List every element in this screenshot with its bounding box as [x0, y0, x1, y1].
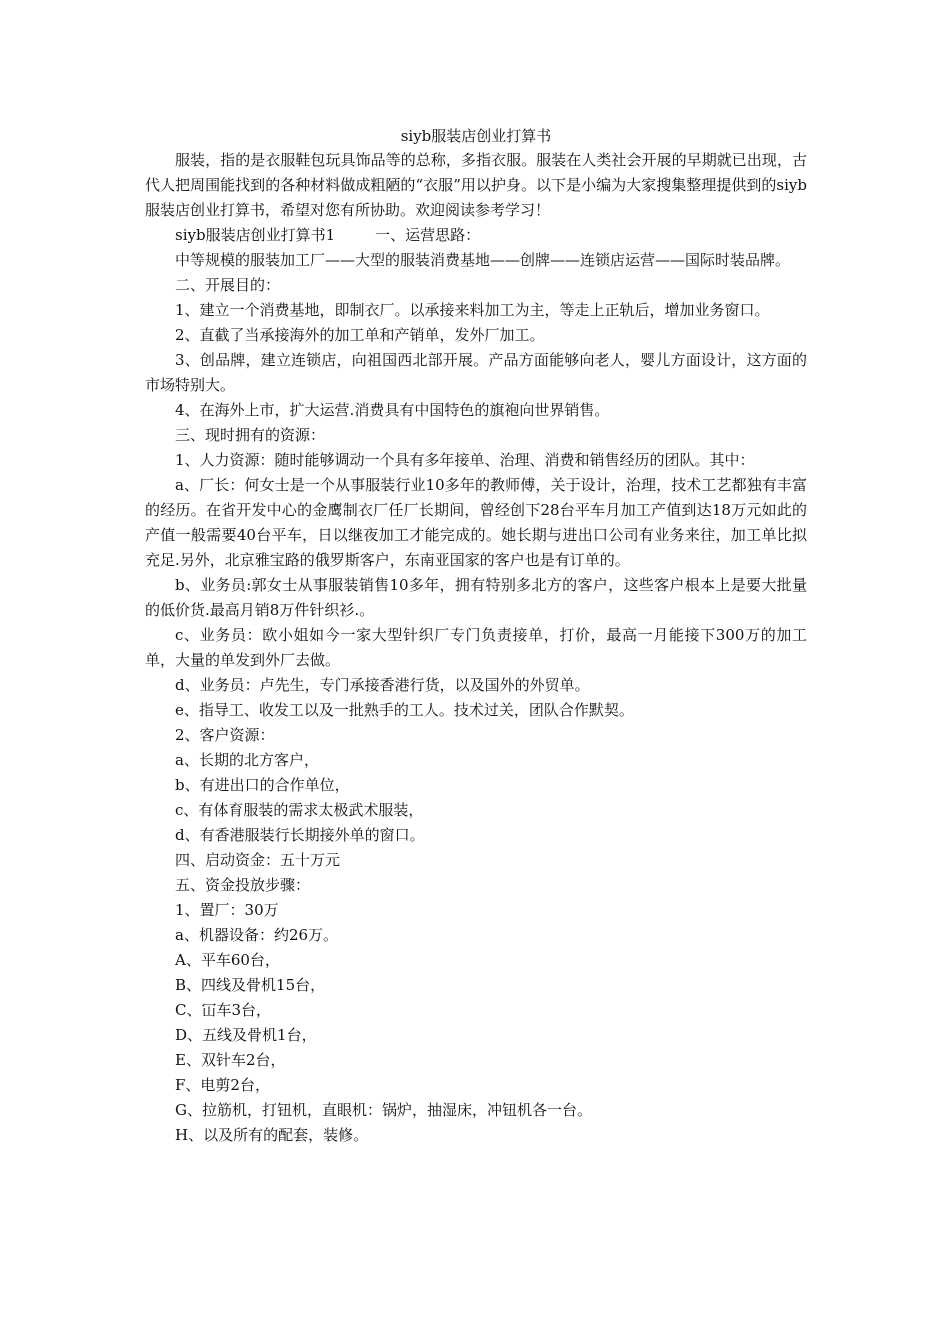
machine-item: H、以及所有的配套，装修。 — [175, 1126, 369, 1144]
team-item: e、指导工、收发工以及一批熟手的工人。技术过关，团队合作默契。 — [175, 701, 634, 719]
section-1-body: 中等规模的服装加工厂——大型的服装消费基地——创牌——连锁店运营——国际时装品牌。 — [175, 251, 791, 269]
client-item: a、长期的北方客户， — [175, 751, 319, 769]
factory-item: 1、置厂：30万 — [175, 901, 279, 919]
plan-heading: siyb服装店创业打算书1 — [175, 226, 336, 244]
machine-item: D、五线及骨机1台， — [175, 1026, 317, 1044]
section-4-heading: 四、启动资金：五十万元 — [175, 851, 341, 869]
team-item: d、业务员：卢先生，专门承接香港行货，以及国外的外贸单。 — [175, 676, 590, 694]
machine-item: E、双针车2台， — [175, 1051, 286, 1069]
machine-item: C、冚车3台， — [175, 1001, 272, 1019]
goal-item: 1、建立一个消费基地，即制衣厂。以承接来料加工为主，等走上正轨后，增加业务窗口。 — [175, 301, 770, 319]
goal-item: 3、创品牌，建立连锁店，向祖国西北部开展。产品方面能够向老人，婴儿方面设计，这方面的市场特别大。 — [145, 351, 807, 394]
machine-item: F、电剪2台， — [175, 1076, 270, 1094]
page-title: siyb服装店创业打算书 — [400, 127, 552, 145]
goal-item: 2、直截了当承接海外的加工单和产销单，发外厂加工。 — [175, 326, 545, 344]
machines-heading: a、机器设备：约26万。 — [175, 926, 339, 944]
team-item: b、业务员:郭女士从事服装销售10多年，拥有特别多北方的客户，这些客户根本上是要大批量的低价货.最高月销8万件针织衫.。 — [145, 576, 807, 619]
team-item: c、业务员：欧小姐如今一家大型针织厂专门负责接单，打价，最高一月能接下300万的加工单，大量的单发到外厂去做。 — [145, 626, 807, 669]
document-body — [145, 148, 807, 1148]
intro-paragraph: 服装，指的是衣服鞋包玩具饰品等的总称，多指衣服。服装在人类社会开展的早期就已出现，古代人把周围能找到的各种材料做成粗陋的“衣服”用以护身。以下是小编为大家搜集整理提供到的siyb服装店创业打算书，希望对您有所协助。欢迎阅读参考学习！ — [145, 151, 807, 219]
goal-item: 4、在海外上市，扩大运营.消费具有中国特色的旗袍向世界销售。 — [175, 401, 610, 419]
section-5-heading: 五、资金投放步骤： — [175, 876, 311, 894]
machine-item: G、拉筋机，打钮机，直眼机：锅炉，抽湿床，冲钮机各一台。 — [175, 1101, 592, 1119]
clients-heading: 2、客户资源： — [175, 726, 275, 744]
client-item: d、有香港服装行长期接外单的窗口。 — [175, 826, 425, 844]
machine-item: A、平车60台， — [175, 951, 280, 969]
section-2-heading: 二、开展目的： — [175, 276, 281, 294]
hr-heading: 1、人力资源：随时能够调动一个具有多年接单、治理、消费和销售经历的团队。其中： — [175, 451, 755, 469]
section-3-heading: 三、现时拥有的资源： — [175, 426, 326, 444]
team-item: a、厂长：何女士是一个从事服装行业10多年的教师傅，关于设计，治理，技术工艺都独有丰富的经历。在省开发中心的金鹰制衣厂任厂长期间，曾经创下28台平车月加工产值到达18万元如此的产值一般需要40台平车，日以继夜加工才能完成的。她长期与进出口公司有业务来往，加工单比拟充足.另外，北京雅宝路的俄罗斯客户，东南亚国家的客户也是有订单的。 — [145, 476, 807, 569]
client-item: c、有体育服装的需求太极武术服装， — [175, 801, 424, 819]
plan-heading-line — [145, 223, 807, 248]
section-1-heading: 一、运营思路： — [375, 226, 481, 244]
client-item: b、有进出口的合作单位， — [175, 776, 350, 794]
machine-item: B、四线及骨机15台， — [175, 976, 326, 994]
